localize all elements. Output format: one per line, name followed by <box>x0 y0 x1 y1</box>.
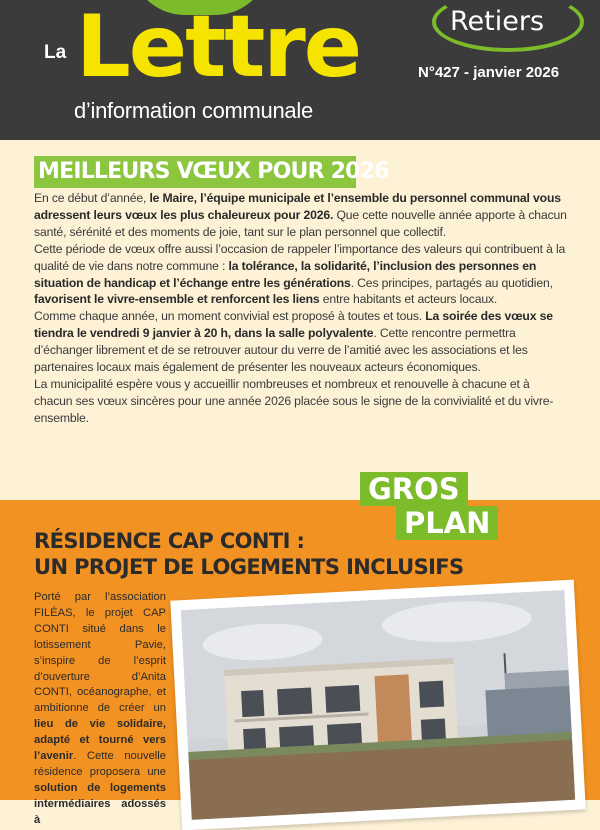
paragraph <box>34 241 568 309</box>
photo-window <box>419 681 444 708</box>
gros-plan-tag-2: PLAN <box>396 506 498 540</box>
masthead <box>0 0 600 140</box>
article-title-line-2: UN PROJET DE LOGEMENTS INCLUSIFS <box>34 555 464 579</box>
paragraph: La municipalité espère vous y accueillir nombreuses et nombreux et renouvelle à chacune et à chacun ses vœux sincères pour une année 2026 placée sous le signe de la convivialité et du vivre-ensemble. <box>34 376 554 425</box>
photo-window <box>325 685 360 713</box>
masthead-subtitle: d’information communale <box>74 98 313 123</box>
bold-text: favorisent le vivre-ensemble et renforcent les liens <box>34 292 320 307</box>
article-column <box>34 590 166 829</box>
bold-text: la tolérance, la solidarité, l’inclusion des personnes en situation de handicap et l’échange entre les générations <box>34 258 537 290</box>
text: . Ces principes, partagés au quotidien, <box>350 275 553 290</box>
bold-text: solution de logements intermédiaires adossés à <box>34 781 166 826</box>
section-title-wishes: MEILLEURS VŒUX POUR 2026 <box>38 159 389 184</box>
article-title-line-1: RÉSIDENCE CAP CONTI : <box>34 529 305 553</box>
gros-plan-tag-1: GROS <box>360 472 468 506</box>
text: Comme chaque année, un moment convivial est proposé à toutes et tous. <box>34 309 426 324</box>
masthead-title: Lettre <box>76 0 361 97</box>
text: . Cette rencontre permettra d’échanger librement et de se retrouver autour du verre de l’amitié avec les associations et les partenaires locaux mais également de présenter les nouveaux acteurs économiques. <box>34 326 528 375</box>
text: Cette période de vœux offre aussi l’occasion de rappeler l’importance des valeurs qui contribuent à la qualité de vie dans notre commune : <box>34 241 566 273</box>
article-title <box>34 528 464 580</box>
bold-text: lieu de vie solidaire, adapté et tourné vers l’avenir <box>34 718 166 763</box>
bold-text: le Maire, l’équipe municipale et l’ensemble du personnel communal vous adressent leurs vœux les plus chaleureux pour 2026. <box>34 191 561 222</box>
text: En ce début d’année, <box>34 191 150 205</box>
masthead-la: La <box>44 42 67 63</box>
town-logo <box>428 0 580 46</box>
wishes-article <box>34 190 568 427</box>
paragraph <box>34 590 166 829</box>
paragraph <box>34 190 568 241</box>
text: Porté par l’association FILÉAS, le projet CAP CONTI situé dans le lotissement Pavie, s’inspire de l’esprit d’ouverture d’Anita CONTI, océanographe, et ambitionne de créer un <box>34 591 166 715</box>
text: Que cette nouvelle année apporte à chacun santé, sérénité et des moments de joie, tant sur le plan personnel que collectif. <box>34 207 567 239</box>
residence-photo <box>181 590 575 820</box>
photo-window <box>241 690 264 717</box>
residence-photo-frame <box>170 580 585 830</box>
text: entre habitants et acteurs locaux. <box>319 292 498 307</box>
photo-window <box>277 687 312 715</box>
paragraph <box>34 308 568 376</box>
text: . Cette nouvelle résidence proposera une <box>34 750 166 778</box>
issue-number: N°427 - janvier 2026 <box>418 64 560 81</box>
logo-text: Retiers <box>450 6 545 37</box>
bold-text: La soirée des vœux se tiendra le vendredi 9 janvier à 20 h, dans la salle polyvalente <box>34 309 553 341</box>
